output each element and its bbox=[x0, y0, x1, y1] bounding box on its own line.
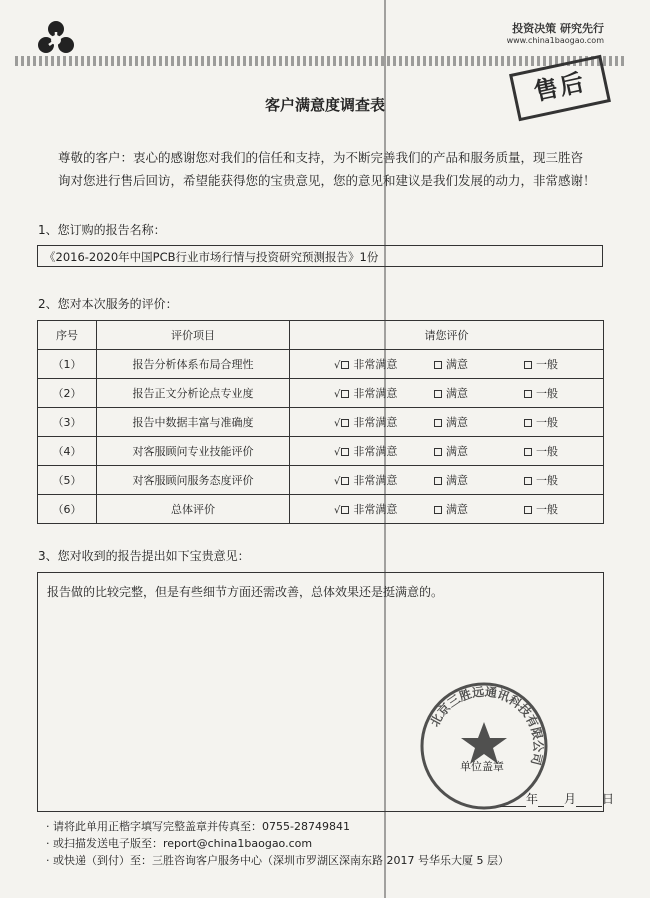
checkbox-icon bbox=[434, 419, 442, 427]
row-item: 总体评价 bbox=[97, 495, 290, 524]
fold-line bbox=[384, 0, 386, 898]
checkmark-icon: √ bbox=[334, 505, 341, 516]
intro-line-2: 询对您进行售后回访，希望能获得您的宝贵意见，您的意见和建议是我们发展的动力，非常感谢！ bbox=[58, 173, 596, 188]
row-num: （5） bbox=[38, 466, 97, 495]
row-options bbox=[290, 379, 604, 408]
option-very-satisfied[interactable]: √ 非常满意 bbox=[334, 474, 398, 487]
checkbox-icon bbox=[524, 448, 532, 456]
checkmark-icon: √ bbox=[334, 476, 341, 487]
checkbox-icon bbox=[341, 506, 349, 514]
table-row bbox=[38, 437, 604, 466]
row-item: 报告分析体系布局合理性 bbox=[97, 350, 290, 379]
page-title: 客户满意度调查表 bbox=[264, 96, 385, 114]
seal-ring-text: 北京三胜远通讯科技有限公司 bbox=[427, 684, 546, 767]
day-blank[interactable] bbox=[576, 794, 602, 807]
checkbox-icon bbox=[341, 448, 349, 456]
date-line: 年 月 日 bbox=[500, 790, 614, 807]
row-num: （4） bbox=[38, 437, 97, 466]
checkbox-icon bbox=[524, 506, 532, 514]
row-options bbox=[290, 350, 604, 379]
checkbox-icon bbox=[341, 390, 349, 398]
option-average[interactable]: 一般 bbox=[524, 414, 558, 430]
row-num: （2） bbox=[38, 379, 97, 408]
checkbox-icon bbox=[524, 390, 532, 398]
row-options bbox=[290, 495, 604, 524]
option-satisfied[interactable]: 满意 bbox=[434, 443, 468, 459]
checkbox-icon bbox=[434, 390, 442, 398]
month-blank[interactable] bbox=[538, 794, 564, 807]
option-very-satisfied[interactable]: √ 非常满意 bbox=[334, 445, 398, 458]
row-options bbox=[290, 466, 604, 495]
table-row bbox=[38, 495, 604, 524]
footer-fax-line: · 请将此单用正楷字填写完整盖章并传真至：0755-28749841 bbox=[46, 818, 509, 835]
checkbox-icon bbox=[341, 419, 349, 427]
header-num: 序号 bbox=[38, 321, 97, 350]
year-blank[interactable] bbox=[500, 794, 526, 807]
row-num: （6） bbox=[38, 495, 97, 524]
option-average[interactable]: 一般 bbox=[524, 472, 558, 488]
checkmark-icon: √ bbox=[334, 360, 341, 371]
table-row bbox=[38, 350, 604, 379]
option-average[interactable]: 一般 bbox=[524, 385, 558, 401]
row-item: 报告正文分析论点专业度 bbox=[97, 379, 290, 408]
scan-edge-strip bbox=[15, 56, 625, 66]
option-satisfied[interactable]: 满意 bbox=[434, 501, 468, 517]
table-row bbox=[38, 408, 604, 437]
option-very-satisfied[interactable]: √ 非常满意 bbox=[334, 416, 398, 429]
opinion-textarea[interactable]: 报告做的比较完整，但是有些细节方面还需改善，总体效果还是挺满意的。 bbox=[37, 572, 604, 812]
checkbox-icon bbox=[434, 477, 442, 485]
option-very-satisfied[interactable]: √ 非常满意 bbox=[334, 503, 398, 516]
footer-instructions bbox=[46, 818, 509, 869]
option-average[interactable]: 一般 bbox=[524, 443, 558, 459]
question-2-label: 2、您对本次服务的评价： bbox=[38, 297, 178, 311]
option-satisfied[interactable]: 满意 bbox=[434, 414, 468, 430]
header-slogan: 投资决策 研究先行 bbox=[512, 22, 604, 35]
footer-email-line: · 或扫描发送电子版至：report@china1baogao.com bbox=[46, 835, 509, 852]
after-sales-stamp: 售后 bbox=[509, 55, 611, 121]
company-logo-icon bbox=[36, 20, 76, 56]
intro-paragraph bbox=[58, 146, 618, 192]
option-satisfied[interactable]: 满意 bbox=[434, 356, 468, 372]
checkmark-icon: √ bbox=[334, 418, 341, 429]
header-item: 评价项目 bbox=[97, 321, 290, 350]
checkmark-icon: √ bbox=[334, 447, 341, 458]
checkbox-icon bbox=[524, 419, 532, 427]
checkmark-icon: √ bbox=[334, 389, 341, 400]
row-options bbox=[290, 437, 604, 466]
checkbox-icon bbox=[341, 361, 349, 369]
checkbox-icon bbox=[434, 361, 442, 369]
row-item: 对客服顾问服务态度评价 bbox=[97, 466, 290, 495]
option-average[interactable]: 一般 bbox=[524, 356, 558, 372]
report-name-field[interactable]: 《2016-2020年中国PCB行业市场行情与投资研究预测报告》1份 bbox=[37, 245, 603, 267]
row-item: 报告中数据丰富与准确度 bbox=[97, 408, 290, 437]
row-options bbox=[290, 408, 604, 437]
footer-post-line: · 或快递（到付）至：三胜咨询客户服务中心（深圳市罗湖区深南东路 2017 号华乐大厦 5 层） bbox=[46, 852, 509, 869]
checkbox-icon bbox=[434, 506, 442, 514]
header-opts: 请您评价 bbox=[290, 321, 604, 350]
checkbox-icon bbox=[341, 477, 349, 485]
table-header-row bbox=[38, 321, 604, 350]
intro-line-1: 尊敬的客户：衷心的感谢您对我们的信任和支持，为不断完善我们的产品和服务质量，现三胜咨 bbox=[58, 150, 584, 165]
table-row bbox=[38, 379, 604, 408]
checkbox-icon bbox=[524, 477, 532, 485]
checkbox-icon bbox=[524, 361, 532, 369]
row-num: （1） bbox=[38, 350, 97, 379]
option-very-satisfied[interactable]: √ 非常满意 bbox=[334, 387, 398, 400]
option-very-satisfied[interactable]: √ 非常满意 bbox=[334, 358, 398, 371]
row-item: 对客服顾问专业技能评价 bbox=[97, 437, 290, 466]
checkbox-icon bbox=[434, 448, 442, 456]
option-satisfied[interactable]: 满意 bbox=[434, 385, 468, 401]
option-average[interactable]: 一般 bbox=[524, 501, 558, 517]
question-1-label: 1、您订购的报告名称： bbox=[38, 223, 166, 237]
row-num: （3） bbox=[38, 408, 97, 437]
question-3-label: 3、您对收到的报告提出如下宝贵意见： bbox=[38, 549, 250, 563]
header-website: www.china1baogao.com bbox=[506, 36, 604, 45]
option-satisfied[interactable]: 满意 bbox=[434, 472, 468, 488]
table-row bbox=[38, 466, 604, 495]
seal-label: 单位盖章 bbox=[460, 760, 504, 773]
evaluation-table bbox=[37, 320, 604, 524]
